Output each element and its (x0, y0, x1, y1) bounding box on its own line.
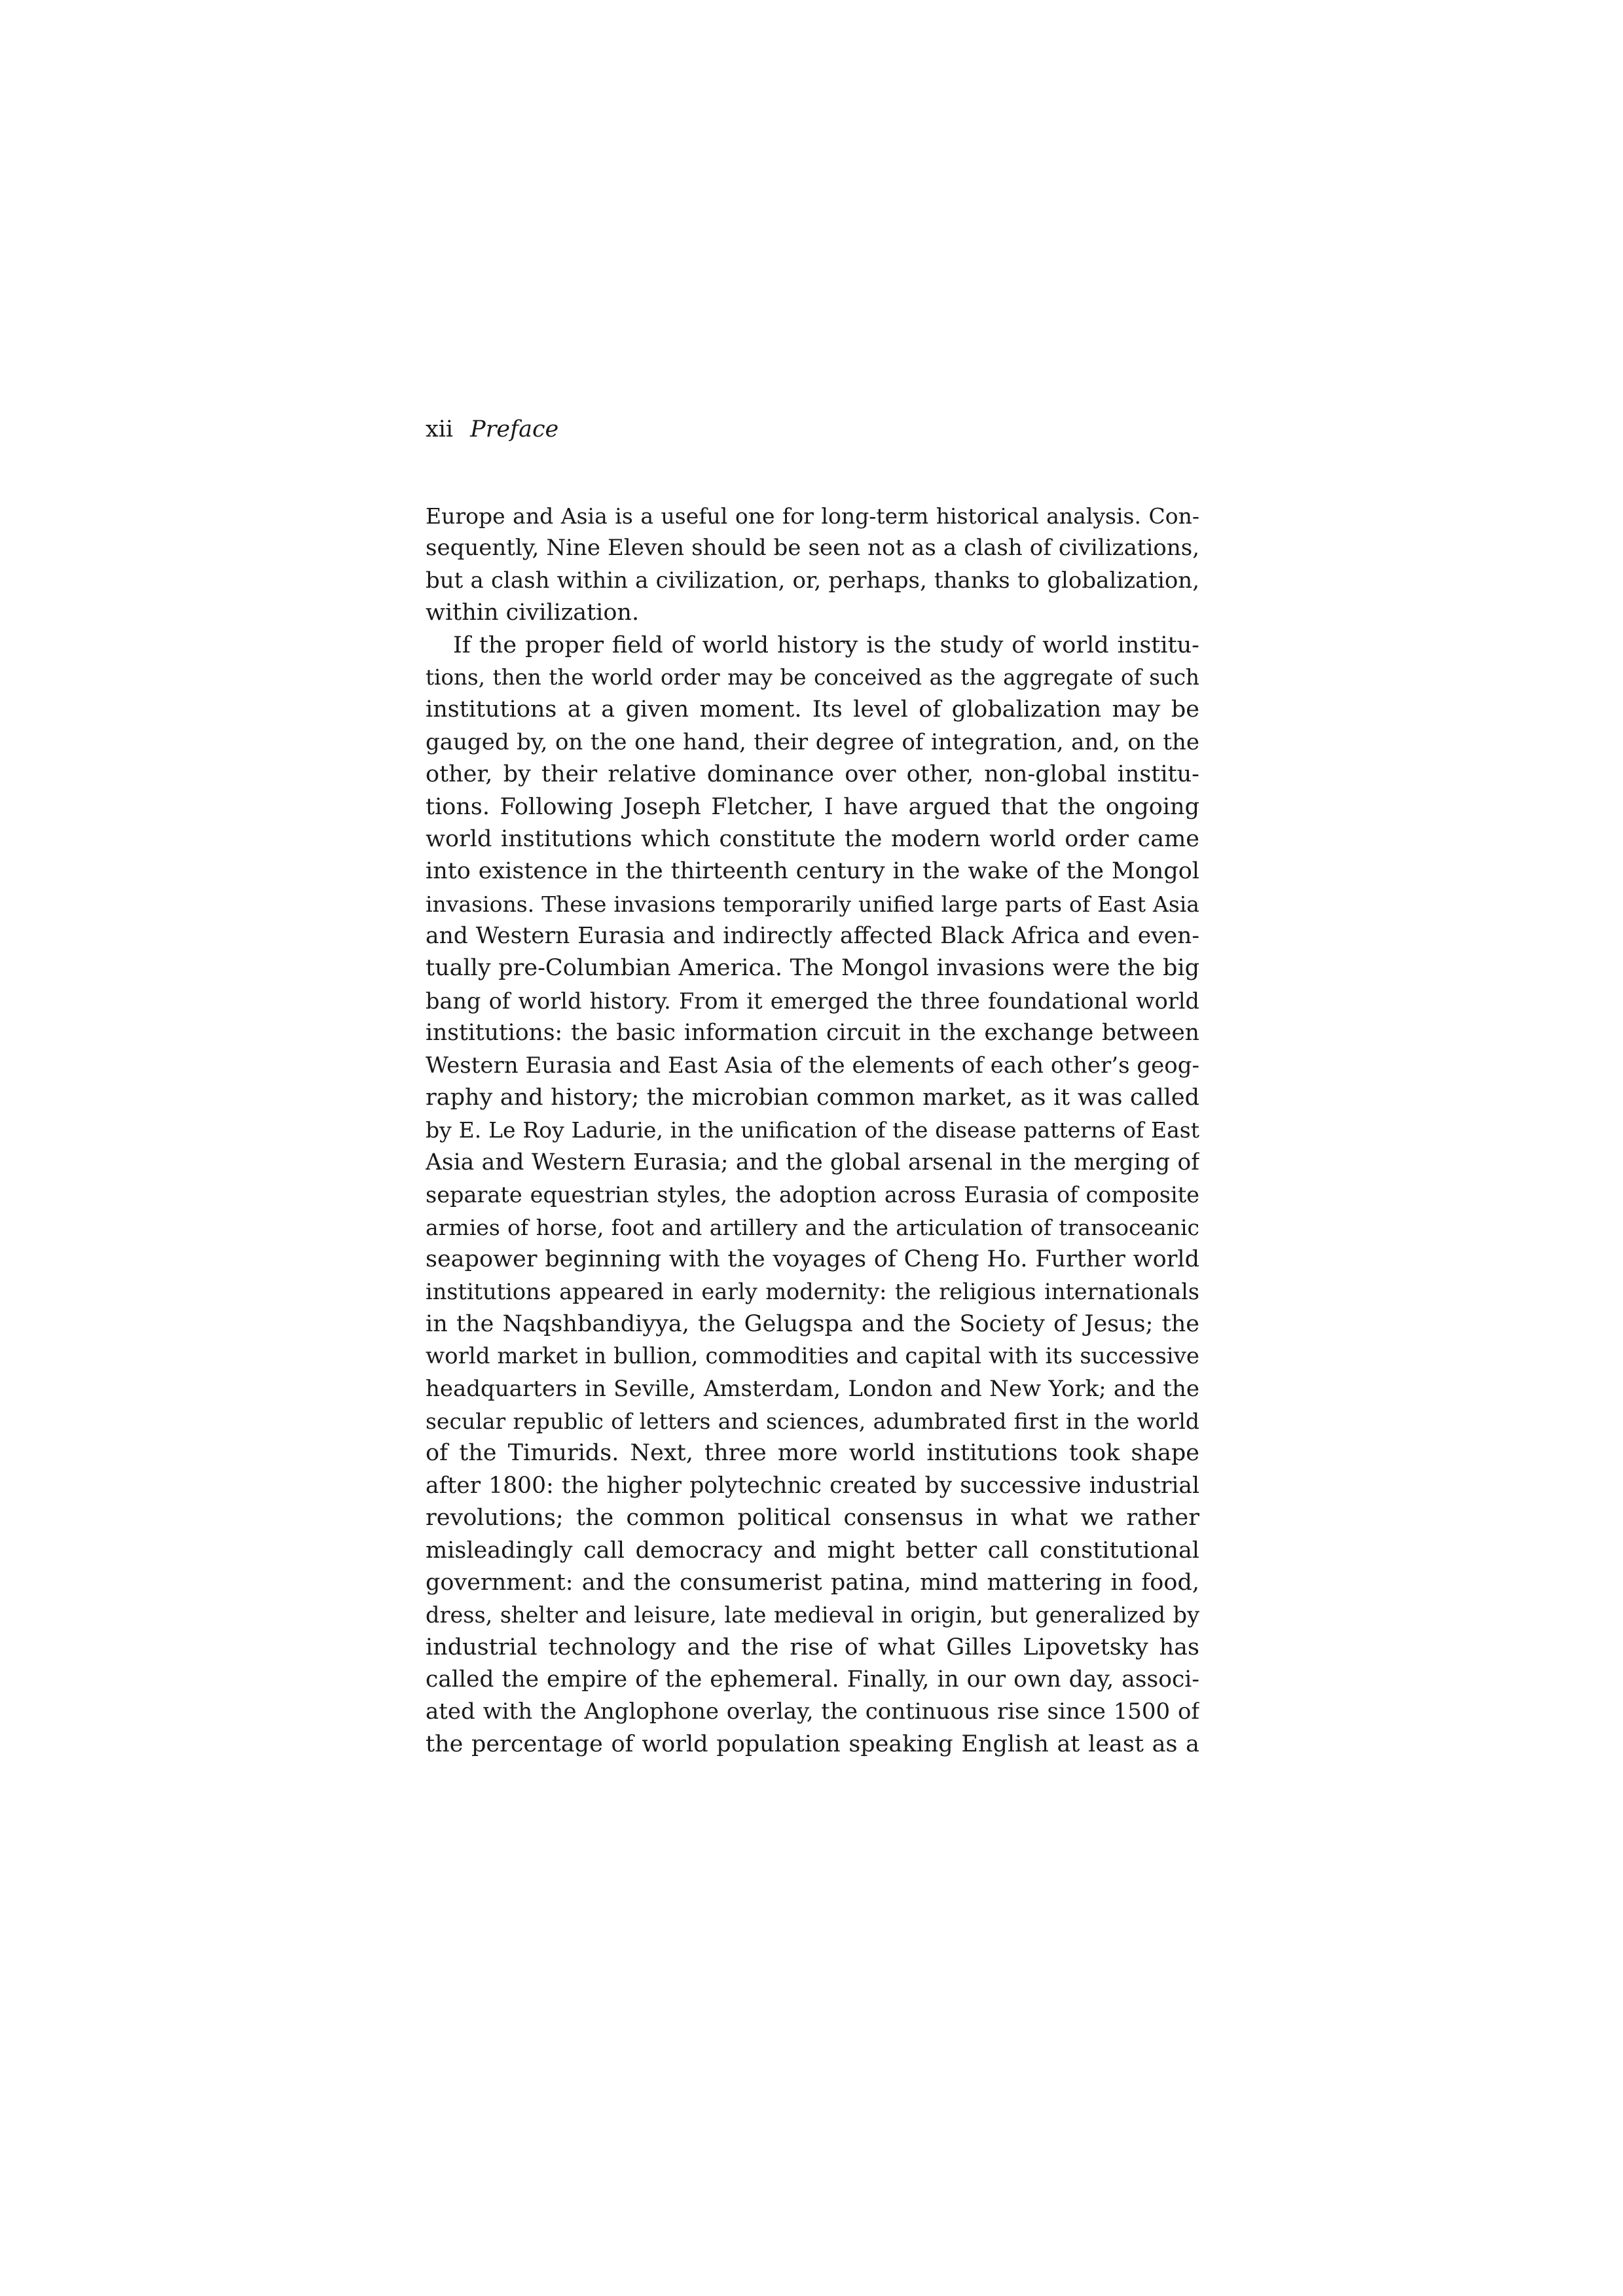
paragraph (426, 630, 1199, 1761)
running-head (426, 411, 558, 448)
text-line: world institutions which constitute the modern world order came (426, 825, 1199, 852)
text-line: tions, then the world order may be conceived as the aggregate of such (426, 664, 1199, 690)
text-line: seapower beginning with the voyages of Cheng Ho. Further world (426, 1246, 1199, 1272)
text-line: into existence in the thirteenth century in the wake of the Mongol (426, 858, 1199, 885)
text-line: secular republic of letters and sciences, adumbrated first in the world (426, 1408, 1199, 1434)
text-line: bang of world history. From it emerged the three foundational world (426, 988, 1199, 1014)
text-line: tually pre-Columbian America. The Mongol invasions were the big (426, 955, 1199, 982)
text-line: invasions. These invasions temporarily unified large parts of East Asia (426, 891, 1199, 917)
paragraph (426, 500, 1199, 630)
text-line: If the proper field of world history is the study of world institu- (453, 632, 1199, 658)
text-line: Asia and Western Eurasia; and the global arsenal in the merging of (426, 1149, 1199, 1175)
text-line: raphy and history; the microbian common market, as it was called (426, 1085, 1199, 1111)
text-line: the percentage of world population speaking English at least as a (426, 1731, 1199, 1757)
page-number: xii (426, 416, 454, 442)
text-line: government: and the consumerist patina, mind mattering in food, (426, 1569, 1199, 1596)
text-line: armies of horse, foot and artillery and the articulation of transoceanic (426, 1214, 1199, 1240)
text-line: industrial technology and the rise of what Gilles Lipovetsky has (426, 1634, 1199, 1660)
text-line: Western Eurasia and East Asia of the elements of each other’s geog- (426, 1052, 1199, 1079)
text-line: in the Naqshbandiyya, the Gelugspa and the Society of Jesus; the (426, 1310, 1199, 1337)
text-line: misleadingly call democracy and might better call constitutional (426, 1537, 1199, 1564)
text-line: institutions at a given moment. Its level of globalization may be (426, 696, 1199, 723)
text-line: ated with the Anglophone overlay, the continuous rise since 1500 of (426, 1698, 1199, 1725)
text-line: gauged by, on the one hand, their degree of integration, and, on the (426, 728, 1199, 755)
text-line: headquarters in Seville, Amsterdam, London and New York; and the (426, 1375, 1199, 1402)
text-line: revolutions; the common political consensus in what we rather (426, 1505, 1199, 1532)
body-text (426, 500, 1199, 1761)
text-line: institutions: the basic information circuit in the exchange between (426, 1020, 1199, 1047)
section-title: Preface (470, 416, 559, 442)
text-line: tions. Following Joseph Fletcher, I have argued that the ongoing (426, 793, 1199, 820)
text-line: sequently, Nine Eleven should be seen not as a clash of civilizations, (426, 535, 1199, 562)
text-line: Europe and Asia is a useful one for long-term historical analysis. Con- (426, 503, 1199, 529)
text-line: other, by their relative dominance over other, non-global institu- (426, 761, 1199, 788)
text-line: after 1800: the higher polytechnic created by successive industrial (426, 1472, 1199, 1499)
text-line: dress, shelter and leisure, late medieval in origin, but generalized by (426, 1602, 1199, 1628)
text-line: called the empire of the ephemeral. Finally, in our own day, associ- (426, 1666, 1199, 1693)
text-line: institutions appeared in early modernity: the religious internationals (426, 1279, 1199, 1305)
text-line: separate equestrian styles, the adoption across Eurasia of composite (426, 1182, 1199, 1208)
text-line: of the Timurids. Next, three more world institutions took shape (426, 1440, 1199, 1467)
text-line: world market in bullion, commodities and capital with its successive (426, 1343, 1199, 1370)
text-line: by E. Le Roy Ladurie, in the unification of the disease patterns of East (426, 1117, 1199, 1143)
text-line: but a clash within a civilization, or, perhaps, thanks to globalization, (426, 567, 1199, 594)
text-line: within civilization. (426, 600, 640, 626)
text-line: and Western Eurasia and indirectly affected Black Africa and even- (426, 923, 1199, 950)
